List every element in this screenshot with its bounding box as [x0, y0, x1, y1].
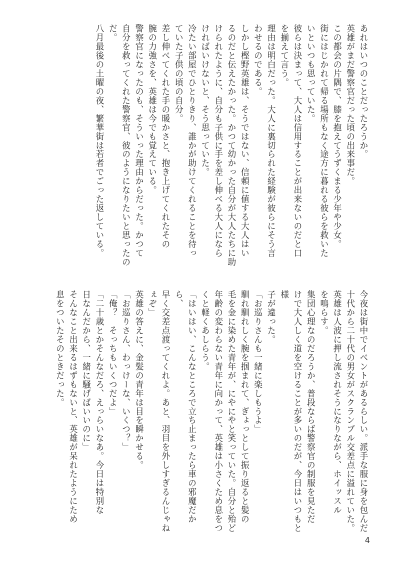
- text-line: 英雄は人波に押し流されそうになりながら、ホイッスル: [332, 290, 343, 515]
- text-line: 警察官になったのも、そういった理由からだった。かつて: [134, 24, 145, 258]
- text-line: 「二十歳とかそんなだろ、えっらいなあ。今日は特別な: [94, 290, 105, 515]
- text-line: ぇぞ」: [147, 290, 158, 317]
- text-line: 「お巡りさんも一緒に楽しもうよ」: [253, 290, 264, 434]
- text-line: 「俺？ そっちもいくつだよ」: [108, 290, 119, 416]
- text-line: わせるのである。: [253, 24, 264, 96]
- text-line: ていた子供の頃の自分。: [174, 24, 185, 123]
- text-line: 街にはじかれて帰る場所もなく途方に暮れる彼らを救いた: [319, 24, 330, 258]
- text-line: くと軽くあしらう。: [200, 290, 211, 371]
- text-line: この都会の片隅で、膝を抱えてうずくまる少年や少女。: [332, 24, 343, 249]
- text-line: 年齢の変わらない青年に向かって、英雄は小さくため息をつ: [213, 290, 224, 533]
- text-line: 「お巡りさん、わっけーな、いくつ？」: [121, 290, 132, 452]
- text-line: 理由は明白だった。大人に裏切られた経験が彼らにそう言: [266, 24, 277, 258]
- text-line: 集団心理なのだろうか、普段ならば警察官の制服を見ただ: [306, 290, 317, 524]
- text-line: けられたように、自分も子供に手を差し伸べる大人になら: [213, 24, 224, 258]
- text-line: あれはいつのことだったろうか。: [359, 24, 369, 159]
- text-line: 息をついたそのときだった。: [55, 290, 66, 407]
- text-line: 日なんだから、一緒に騒げばいいのに」: [81, 290, 92, 452]
- text-line: 毛を金に染めた青年が、にやにやと笑っていた。自分と殆ど: [226, 290, 237, 533]
- text-line: 英雄の答えに、金髪の青年は目を瞬かせる。: [134, 290, 145, 470]
- text-line: だ。: [108, 24, 119, 42]
- upper-text-block: [28, 24, 370, 276]
- text-line: 差し伸べてくれた手の暖かさと、抱き上げてくれたその: [160, 24, 171, 249]
- text-line: 今夜は街中でイベントがあるらしい。派手な服に身を包んだ: [359, 290, 369, 533]
- text-line: 早く交差点渡ってくれよ。あと、羽目を外しすぎるんじゃね: [160, 290, 171, 533]
- text-line: けで大人しく道を空けることが多いのだが、今日はいつもと様: [279, 290, 303, 533]
- text-line: を鳴らす。: [319, 290, 330, 335]
- text-line: 八月最後の土曜の夜、繁華街は若者でごった返している。: [94, 24, 105, 258]
- text-line: しかし樫野英雄は、そうではない、信頼に値する大人はい: [240, 24, 251, 258]
- text-line: 腕の力強さを、英雄は今でも覚えている。: [147, 24, 158, 195]
- text-line: 彼らは決まって、大人は信用することが出来ないのだと口: [292, 24, 303, 258]
- text-line: 冷たい部屋でひとりきり、誰かが助けてくれることを待っ: [187, 24, 198, 258]
- text-line: 自分を救ってくれた警察官、彼のようになりたいと思ったの: [121, 24, 132, 267]
- lower-text-block: [28, 290, 370, 540]
- text-line: そんなこと出来るはずもないと、英雄が呆れたようにため: [68, 290, 79, 524]
- text-line: 英雄がまだ警察官だった頃の出来事だ。: [345, 24, 356, 186]
- text-line: いといつも思っていた。: [306, 24, 317, 123]
- page-number: 4: [364, 536, 370, 545]
- text-line: 十代から二十代の男女がスクランブル交差点に溢れていた。: [345, 290, 356, 533]
- text-line: ければいけないと、そう思っていた。: [200, 24, 211, 177]
- text-line: 馴れ馴れしく腕を掴まれて、ぎょっとして振り返ると髪の: [240, 290, 251, 524]
- text-line: 子が違った。: [266, 290, 277, 344]
- text-line: るのだと伝えたかった。かつて幼かった自分が大人たちに助: [226, 24, 237, 267]
- text-line: 「はいはい、こんなところで立ち止まったら車の邪魔だから、: [174, 290, 198, 524]
- text-line: を揃えて言う。: [279, 24, 290, 87]
